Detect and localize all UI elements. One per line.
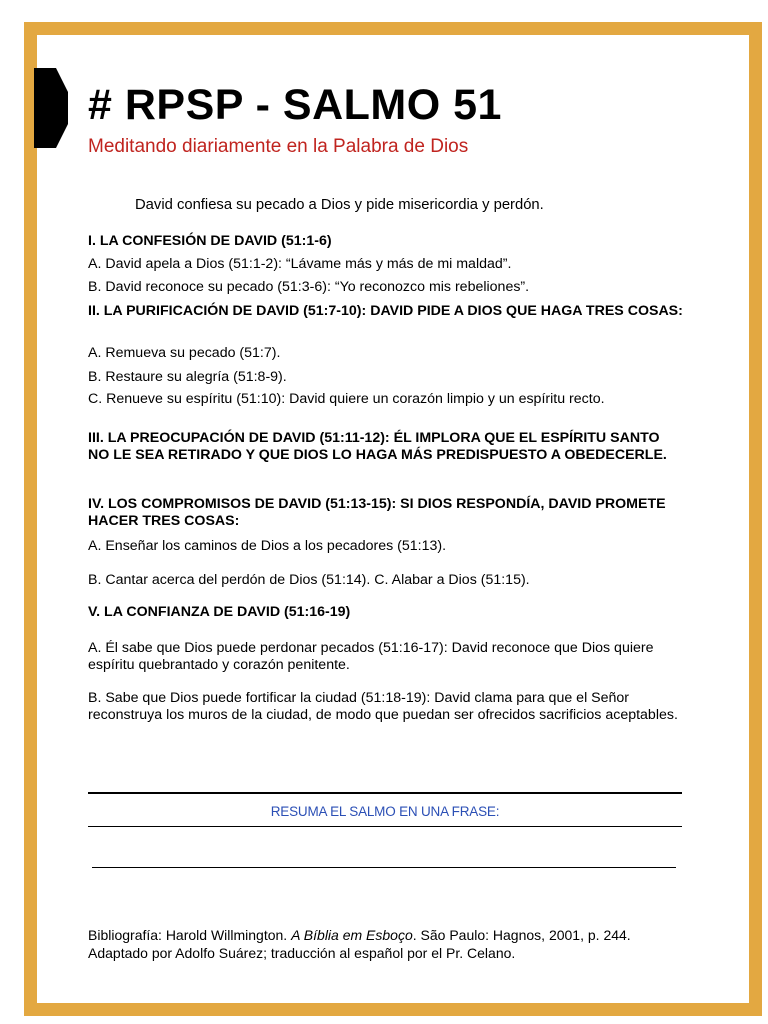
section-1-item-a: A. David apela a Dios (51:1-2): “Lávame más y más de mi maldad”. bbox=[88, 256, 512, 272]
section-2-heading: II. LA PURIFICACIÓN DE DAVID (51:7-10): DAVID PIDE A DIOS QUE HAGA TRES COSAS: bbox=[88, 303, 683, 319]
section-5-item-b: B. Sabe que Dios puede fortificar la ciudad (51:18-19): David clama para que el Señor reconstruya los muros de la ciudad, de modo que puedan ser ofrecidos sacrificios aceptables. bbox=[88, 690, 678, 723]
section-4-heading: IV. LOS COMPROMISOS DE DAVID (51:13-15): SI DIOS RESPONDÍA, DAVID PROMETE HACER TRES COSAS: bbox=[88, 496, 666, 529]
summary-label: RESUMA EL SALMO EN UNA FRASE: bbox=[270, 804, 500, 819]
page-title: # RPSP - SALMO 51 bbox=[88, 81, 502, 129]
section-5-heading: V. LA CONFIANZA DE DAVID (51:16-19) bbox=[88, 604, 351, 620]
section-1-heading: I. LA CONFESIÓN DE DAVID (51:1-6) bbox=[88, 233, 332, 249]
bibliography-book-title: A Bíblia em Esboço bbox=[291, 927, 413, 943]
summary-top-rule bbox=[88, 792, 682, 794]
page-subtitle: Meditando diariamente en la Palabra de Dios bbox=[88, 136, 469, 157]
section-5-item-a: A. Él sabe que Dios puede perdonar pecados (51:16-17): David reconoce que Dios quiere espíritu quebrantado y corazón penitente. bbox=[88, 640, 654, 673]
section-2-item-c: C. Renueve su espíritu (51:10): David quiere un corazón limpio y un espíritu recto. bbox=[88, 391, 605, 407]
summary-answer-line[interactable] bbox=[92, 866, 676, 868]
section-1-item-b: B. David reconoce su pecado (51:3-6): “Yo reconozco mis rebeliones”. bbox=[88, 279, 530, 295]
bibliography-prefix: Bibliografía: Harold Willmington. bbox=[88, 927, 292, 943]
section-4-item-a: A. Enseñar los caminos de Dios a los pecadores (51:13). bbox=[88, 538, 447, 554]
section-2-item-b: B. Restaure su alegría (51:8-9). bbox=[88, 369, 287, 385]
section-3-heading: III. LA PREOCUPACIÓN DE DAVID (51:11-12): ÉL IMPLORA QUE EL ESPÍRITU SANTO NO LE SEA RETIRADO Y QUE DIOS LO HAGA MÁS PREDISPUESTO A OBEDECERLE. bbox=[88, 430, 667, 463]
summary-bottom-rule bbox=[88, 826, 682, 827]
bookmark-tab-icon bbox=[34, 68, 68, 148]
section-4-item-b: B. Cantar acerca del perdón de Dios (51:14). C. Alabar a Dios (51:15). bbox=[88, 572, 530, 588]
bibliography-suffix: . São Paulo: Hagnos, 2001, p. 244. Adaptado por Adolfo Suárez; traducción al español por el Pr. Celano. bbox=[88, 927, 631, 961]
bibliography bbox=[88, 926, 688, 962]
section-2-item-a: A. Remueva su pecado (51:7). bbox=[88, 345, 281, 361]
intro-text: David confiesa su pecado a Dios y pide misericordia y perdón. bbox=[135, 197, 544, 213]
